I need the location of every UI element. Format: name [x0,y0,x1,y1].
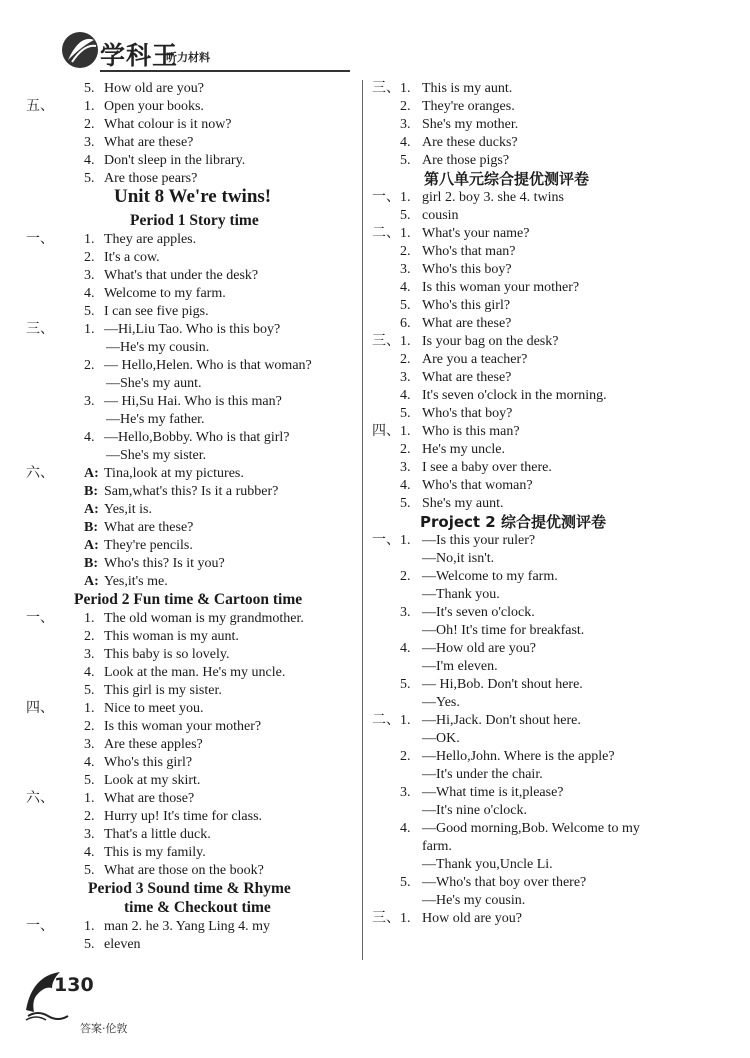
brand-logo-icon [60,30,100,70]
item-number: A: [84,466,99,481]
section-marker: 一、 [26,611,54,626]
item-number: 2. [84,250,95,265]
item-number: 2. [400,749,411,764]
answer-text: —He's my father. [106,412,205,427]
item-number: 1. [400,81,411,96]
answer-text: —She's my sister. [106,448,207,463]
footer-label: 答案·伦敦 [80,1022,128,1035]
answer-text: What's that under the desk? [104,268,259,283]
answer-text: —Oh! It's time for breakfast. [422,623,585,638]
answer-text: —Hello,Bobby. Who is that girl? [104,430,290,445]
section-marker: 一、 [372,190,400,205]
item-number: 2. [84,809,95,824]
answer-text: The old woman is my grandmother. [104,611,304,626]
section-marker: 三、 [372,81,400,96]
item-number: 1. [400,424,411,439]
answer-text: He's my uncle. [422,442,506,457]
answer-text: Tina,look at my pictures. [104,466,244,481]
item-number: 5. [400,298,411,313]
answer-text: Are you a teacher? [422,352,528,367]
answer-text: man 2. he 3. Yang Ling 4. my [104,919,271,934]
item-number: 1. [84,701,95,716]
item-number: 4. [84,845,95,860]
item-number: 3. [400,785,411,800]
item-number: 5. [400,677,411,692]
answer-text: cousin [422,208,459,223]
item-number: 5. [84,171,95,186]
answer-text: —How old are you? [422,641,536,656]
answer-text: Who's this? Is it you? [104,556,225,571]
item-number: A: [84,538,99,553]
answer-text: Is your bag on the desk? [422,334,559,349]
item-number: 3. [84,647,95,662]
answer-text: This is my family. [104,845,206,860]
answer-text: What colour is it now? [104,117,232,132]
answer-text: —He's my cousin. [422,893,526,908]
item-number: 2. [400,442,411,457]
section-marker: 一、 [372,533,400,548]
item-number: 4. [84,153,95,168]
item-number: B: [84,484,98,499]
answer-text: She's my mother. [422,117,519,132]
item-number: 5. [84,863,95,878]
item-number: 3. [84,135,95,150]
answer-text: —Good morning,Bob. Welcome to my [422,821,640,836]
section-marker: 四、 [26,701,54,716]
item-number: 3. [84,394,95,409]
answer-text: Don't sleep in the library. [104,153,246,168]
page-footer [22,966,182,1046]
section-marker: 四、 [372,424,400,439]
answer-text: —Yes. [422,695,460,710]
item-number: 3. [84,737,95,752]
answer-text: That's a little duck. [104,827,211,842]
answer-text: Who's this girl? [104,755,193,770]
section-marker: 二、 [372,226,400,241]
item-number: A: [84,574,99,589]
item-number: 3. [84,268,95,283]
answer-text: Are those pigs? [422,153,510,168]
answer-text: Sam,what's this? Is it a rubber? [104,484,279,499]
answer-text: I see a baby over there. [422,460,552,475]
page-header [52,22,352,80]
item-number: A: [84,502,99,517]
section-marker: 三、 [372,334,400,349]
answer-text: They're oranges. [422,99,515,114]
answer-text: —What time is it,please? [422,785,564,800]
answer-text: What are those on the book? [104,863,264,878]
item-number: 4. [400,641,411,656]
item-number: 5. [84,937,95,952]
answer-text: Who is this man? [422,424,520,439]
item-number: 4. [400,135,411,150]
item-number: 1. [400,334,411,349]
item-number: 2. [84,629,95,644]
item-number: 2. [84,358,95,373]
answer-text: girl 2. boy 3. she 4. twins [422,190,564,205]
answer-text: This is my aunt. [422,81,513,96]
item-number: 1. [400,911,411,926]
item-number: 4. [400,280,411,295]
answer-text: —OK. [422,731,460,746]
item-number: 5. [400,208,411,223]
answer-text: Yes,it is. [104,502,152,517]
item-number: 1. [84,322,95,337]
answer-text: I can see five pigs. [104,304,209,319]
section-marker: 六、 [26,466,54,481]
answer-text: Who's that woman? [422,478,533,493]
answer-text: Are these ducks? [422,135,518,150]
item-number: 4. [400,388,411,403]
item-number: 3. [400,605,411,620]
section-marker: 五、 [26,99,54,114]
column-divider [362,80,363,960]
answer-text: Who's this boy? [422,262,512,277]
section-marker: 一、 [26,232,54,247]
answer-text: —Who's that boy over there? [422,875,587,890]
section-title: Unit 8 We're twins! [114,186,272,207]
answer-text: She's my aunt. [422,496,504,511]
answer-text: —Thank you,Uncle Li. [422,857,553,872]
section-marker: 三、 [372,911,400,926]
item-number: 1. [400,190,411,205]
answer-text: —I'm eleven. [422,659,498,674]
item-number: 2. [400,99,411,114]
answer-text: —It's seven o'clock. [422,605,535,620]
item-number: 4. [400,478,411,493]
section-marker: 六、 [26,791,54,806]
item-number: 5. [400,875,411,890]
item-number: 4. [84,755,95,770]
answer-text: Is this woman your mother? [104,719,262,734]
answer-text: Welcome to my farm. [104,286,226,301]
section-marker: 三、 [26,322,54,337]
item-number: 3. [400,370,411,385]
answer-text: Who's that man? [422,244,516,259]
answer-text: Who's this girl? [422,298,511,313]
item-number: 1. [84,791,95,806]
item-number: 3. [84,827,95,842]
answer-text: —Thank you. [422,587,500,602]
answer-text: How old are you? [422,911,522,926]
answer-text: —Welcome to my farm. [422,569,558,584]
answer-text: —He's my cousin. [106,340,210,355]
answer-text: — Hello,Helen. Who is that woman? [104,358,312,373]
item-number: 2. [400,569,411,584]
answer-text: It's seven o'clock in the morning. [422,388,607,403]
answer-text: They're pencils. [104,538,193,553]
item-number: 4. [400,821,411,836]
item-number: B: [84,556,98,571]
item-number: 5. [84,773,95,788]
section-marker: 一、 [26,919,54,934]
item-number: 5. [84,683,95,698]
answer-text: What are these? [104,520,194,535]
item-number: 1. [84,919,95,934]
item-number: 2. [400,352,411,367]
section-title: 第八单元综合提优测评卷 [424,170,590,188]
answer-text: Who's that boy? [422,406,513,421]
item-number: 6. [400,316,411,331]
answer-text: — Hi,Su Hai. Who is this man? [104,394,282,409]
answer-text: What are those? [104,791,195,806]
header-rule [100,70,350,72]
item-number: 5. [400,406,411,421]
answer-text: —It's under the chair. [422,767,543,782]
brand-title: 学科王 [100,41,179,70]
answer-text: Nice to meet you. [104,701,204,716]
item-number: 3. [400,460,411,475]
answer-text: What are these? [104,135,194,150]
answer-text: It's a cow. [104,250,160,265]
answer-text: How old are you? [104,81,204,96]
section-title: Project 2 综合提优测评卷 [420,513,606,531]
answer-text: Are these apples? [104,737,203,752]
answer-text: This girl is my sister. [104,683,222,698]
item-number: 5. [84,81,95,96]
answer-text: —No,it isn't. [422,551,495,566]
section-title: Period 2 Fun time & Cartoon time [74,591,303,608]
item-number: 3. [400,117,411,132]
answer-text: eleven [104,937,141,952]
answer-text: What's your name? [422,226,530,241]
item-number: 1. [84,611,95,626]
item-number: 1. [400,226,411,241]
answer-text: Yes,it's me. [104,574,168,589]
answer-text: —Is this your ruler? [422,533,536,548]
answer-text: Look at the man. He's my uncle. [104,665,286,680]
item-number: 5. [400,153,411,168]
item-number: 4. [84,665,95,680]
answer-text: —It's nine o'clock. [422,803,527,818]
page-number: 130 [54,974,94,996]
answer-text: —She's my aunt. [106,376,202,391]
item-number: 1. [400,713,411,728]
answer-text: —Hi,Jack. Don't shout here. [422,713,581,728]
item-number: 1. [84,232,95,247]
item-number: 2. [400,244,411,259]
answer-text: Are those pears? [104,171,198,186]
answer-text: —Hi,Liu Tao. Who is this boy? [104,322,281,337]
answer-text: Hurry up! It's time for class. [104,809,263,824]
item-number: 5. [400,496,411,511]
section-title: Period 3 Sound time & Rhyme [88,880,291,897]
answer-text: What are these? [422,316,512,331]
answer-text: Open your books. [104,99,204,114]
item-number: 1. [400,533,411,548]
item-number: 4. [84,286,95,301]
answer-text: Is this woman your mother? [422,280,580,295]
section-title: time & Checkout time [124,899,271,916]
item-number: 3. [400,262,411,277]
brand-subtitle: 听力材料 [166,51,210,64]
item-number: 1. [84,99,95,114]
answer-text: What are these? [422,370,512,385]
section-marker: 二、 [372,713,400,728]
item-number: B: [84,520,98,535]
item-number: 5. [84,304,95,319]
answer-text: This woman is my aunt. [104,629,239,644]
answer-text: —Hello,John. Where is the apple? [422,749,615,764]
answer-text: farm. [422,839,452,854]
answer-text: They are apples. [104,232,197,247]
item-number: 2. [84,719,95,734]
item-number: 4. [84,430,95,445]
answer-text: Look at my skirt. [104,773,201,788]
item-number: 2. [84,117,95,132]
section-title: Period 1 Story time [130,212,259,229]
answer-text: — Hi,Bob. Don't shout here. [422,677,583,692]
answer-text: This baby is so lovely. [104,647,230,662]
